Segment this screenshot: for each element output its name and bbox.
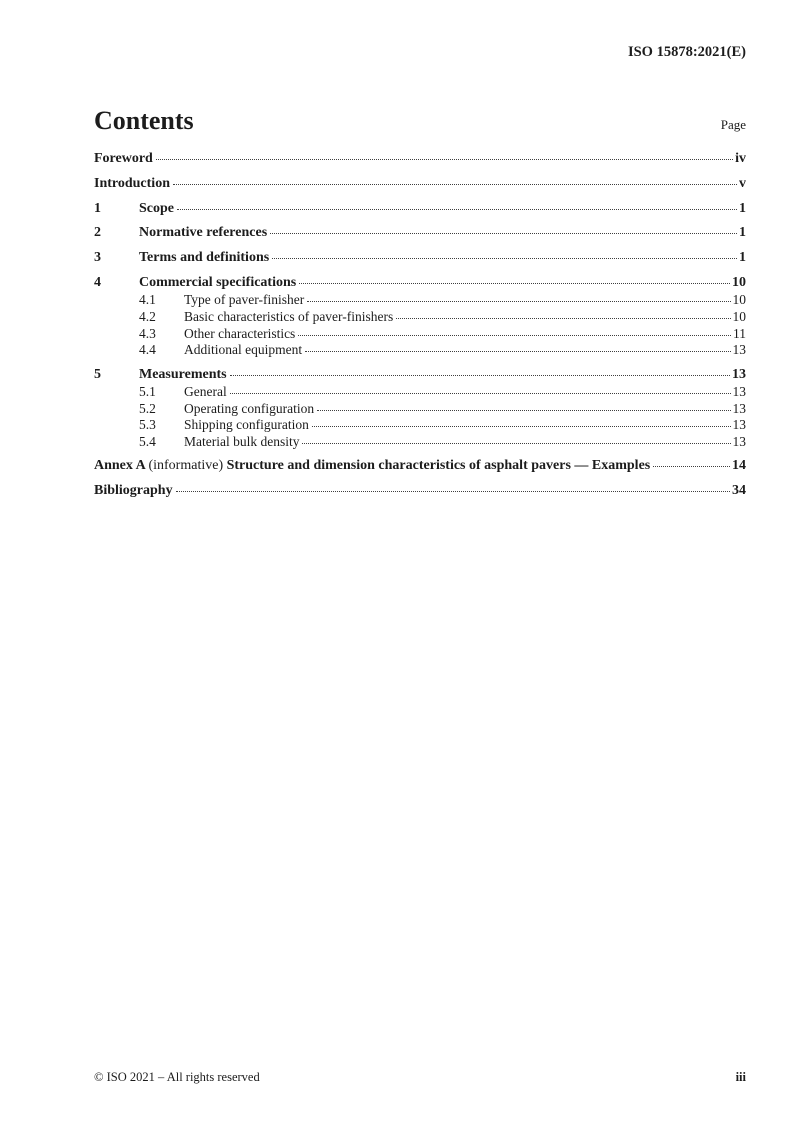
- toc-entry-number: 4.4: [139, 342, 156, 358]
- dot-leader: [317, 410, 730, 411]
- toc-entry-number: 4: [94, 274, 101, 290]
- document-footer: [94, 1070, 746, 1085]
- dot-leader: [298, 335, 731, 336]
- toc-entry-4-3: [94, 326, 746, 342]
- toc-entry-label: Other characteristics: [184, 325, 296, 341]
- toc-entry-page: 1: [739, 250, 746, 266]
- copyright-notice: © ISO 2021 – All rights reserved: [94, 1070, 260, 1084]
- toc-entry-number: 5: [94, 366, 101, 382]
- toc-entry-label-part: (informative): [148, 458, 227, 474]
- toc-entry-number: 5.3: [139, 417, 156, 433]
- dot-leader: [653, 466, 730, 467]
- toc-entry-3: [94, 250, 746, 267]
- toc-entry-label: Foreword: [94, 151, 153, 166]
- toc-entry-4: [94, 275, 746, 292]
- dot-leader: [299, 283, 730, 284]
- toc-entry-page: 13: [732, 417, 746, 433]
- toc-entry-label: Terms and definitions: [139, 250, 270, 266]
- toc-entry-label: Material bulk density: [184, 433, 300, 449]
- toc-entry-4-1: [94, 292, 746, 308]
- toc-entry-1: [94, 201, 746, 218]
- toc-entry-number: 4.2: [139, 308, 156, 324]
- toc-entry-label: [94, 458, 650, 475]
- dot-leader: [396, 318, 730, 319]
- toc-entry-page: 10: [732, 274, 746, 290]
- toc-entry-page: 34: [732, 482, 746, 498]
- toc-entry-page: 10: [732, 308, 746, 324]
- toc-entry-bibliography: [94, 483, 746, 500]
- dot-leader: [302, 443, 730, 444]
- toc-entry-label: Normative references: [139, 225, 268, 241]
- toc-entry-page: 1: [739, 225, 746, 241]
- dot-leader: [156, 159, 733, 160]
- toc-entry-page: 13: [732, 383, 746, 399]
- page-column-label: Page: [720, 117, 746, 132]
- toc-entry-label: General: [184, 383, 227, 399]
- toc-entry-introduction: [94, 176, 746, 193]
- toc-entry-page: 13: [732, 400, 746, 416]
- doc-reference: ISO 15878:2021(E): [627, 44, 746, 60]
- toc-entry-number: 4.1: [139, 292, 156, 308]
- toc-entry-number: 5.1: [139, 383, 156, 399]
- toc-entry-page: 10: [732, 292, 746, 308]
- toc-entry-page: 13: [732, 366, 746, 382]
- toc-entry-number: 5.2: [139, 400, 156, 416]
- toc-entry-label: Commercial specifications: [139, 274, 297, 290]
- toc-entry-label: Scope: [139, 200, 174, 216]
- toc-entry-page: 14: [732, 458, 746, 474]
- dot-leader: [173, 184, 737, 185]
- toc-entry-page: 13: [732, 433, 746, 449]
- toc-entry-label: Additional equipment: [184, 342, 303, 358]
- toc-entry-page: 1: [739, 200, 746, 216]
- toc-section: [94, 106, 746, 500]
- dot-leader: [270, 233, 737, 234]
- toc-entry-5-2: [94, 401, 746, 417]
- toc-entry-number: 4.3: [139, 325, 156, 341]
- toc-entry-annex-a-informative-structure-: [94, 458, 746, 475]
- toc-entry-number: 3: [94, 250, 101, 266]
- toc-entry-page: v: [739, 175, 746, 191]
- dot-leader: [312, 426, 731, 427]
- toc-entry-label: Shipping configuration: [184, 417, 309, 433]
- toc-entry-label: Type of paver-finisher: [184, 292, 305, 308]
- toc-entry-5-1: [94, 384, 746, 400]
- dot-leader: [177, 209, 737, 210]
- toc-entry-label-part: Structure and dimension characteristics of asphalt pavers — Examples: [226, 458, 651, 474]
- toc-entry-2: [94, 225, 746, 242]
- toc-entry-number: 1: [94, 200, 101, 216]
- toc-entry-label: Operating configuration: [184, 400, 315, 416]
- toc-entry-page: 11: [733, 325, 746, 341]
- toc-list: [94, 151, 746, 500]
- toc-entry-label: Bibliography: [94, 482, 173, 498]
- contents-title: Contents: [94, 106, 194, 135]
- toc-entry-4-2: [94, 309, 746, 325]
- dot-leader: [307, 301, 730, 302]
- dot-leader: [272, 258, 737, 259]
- dot-leader: [305, 351, 730, 352]
- dot-leader: [230, 375, 730, 376]
- toc-entry-label: Measurements: [139, 366, 227, 382]
- toc-entry-page: 13: [732, 342, 746, 358]
- page-number: iii: [735, 1070, 746, 1084]
- toc-entry-5-4: [94, 434, 746, 450]
- toc-entry-number: 2: [94, 225, 101, 241]
- dot-leader: [230, 393, 731, 394]
- toc-entry-number: 5.4: [139, 433, 156, 449]
- toc-entry-label: Introduction: [94, 175, 170, 191]
- dot-leader: [176, 491, 730, 492]
- toc-entry-5-3: [94, 417, 746, 433]
- toc-entry-5: [94, 367, 746, 384]
- toc-entry-label-part: Annex A: [94, 458, 149, 474]
- toc-entry-page: iv: [735, 151, 746, 166]
- toc-entry-4-4: [94, 342, 746, 358]
- document-header: [94, 44, 746, 61]
- toc-entry-label: Basic characteristics of paver-finishers: [184, 308, 394, 324]
- contents-header-row: [94, 106, 746, 136]
- toc-entry-foreword: [94, 151, 746, 168]
